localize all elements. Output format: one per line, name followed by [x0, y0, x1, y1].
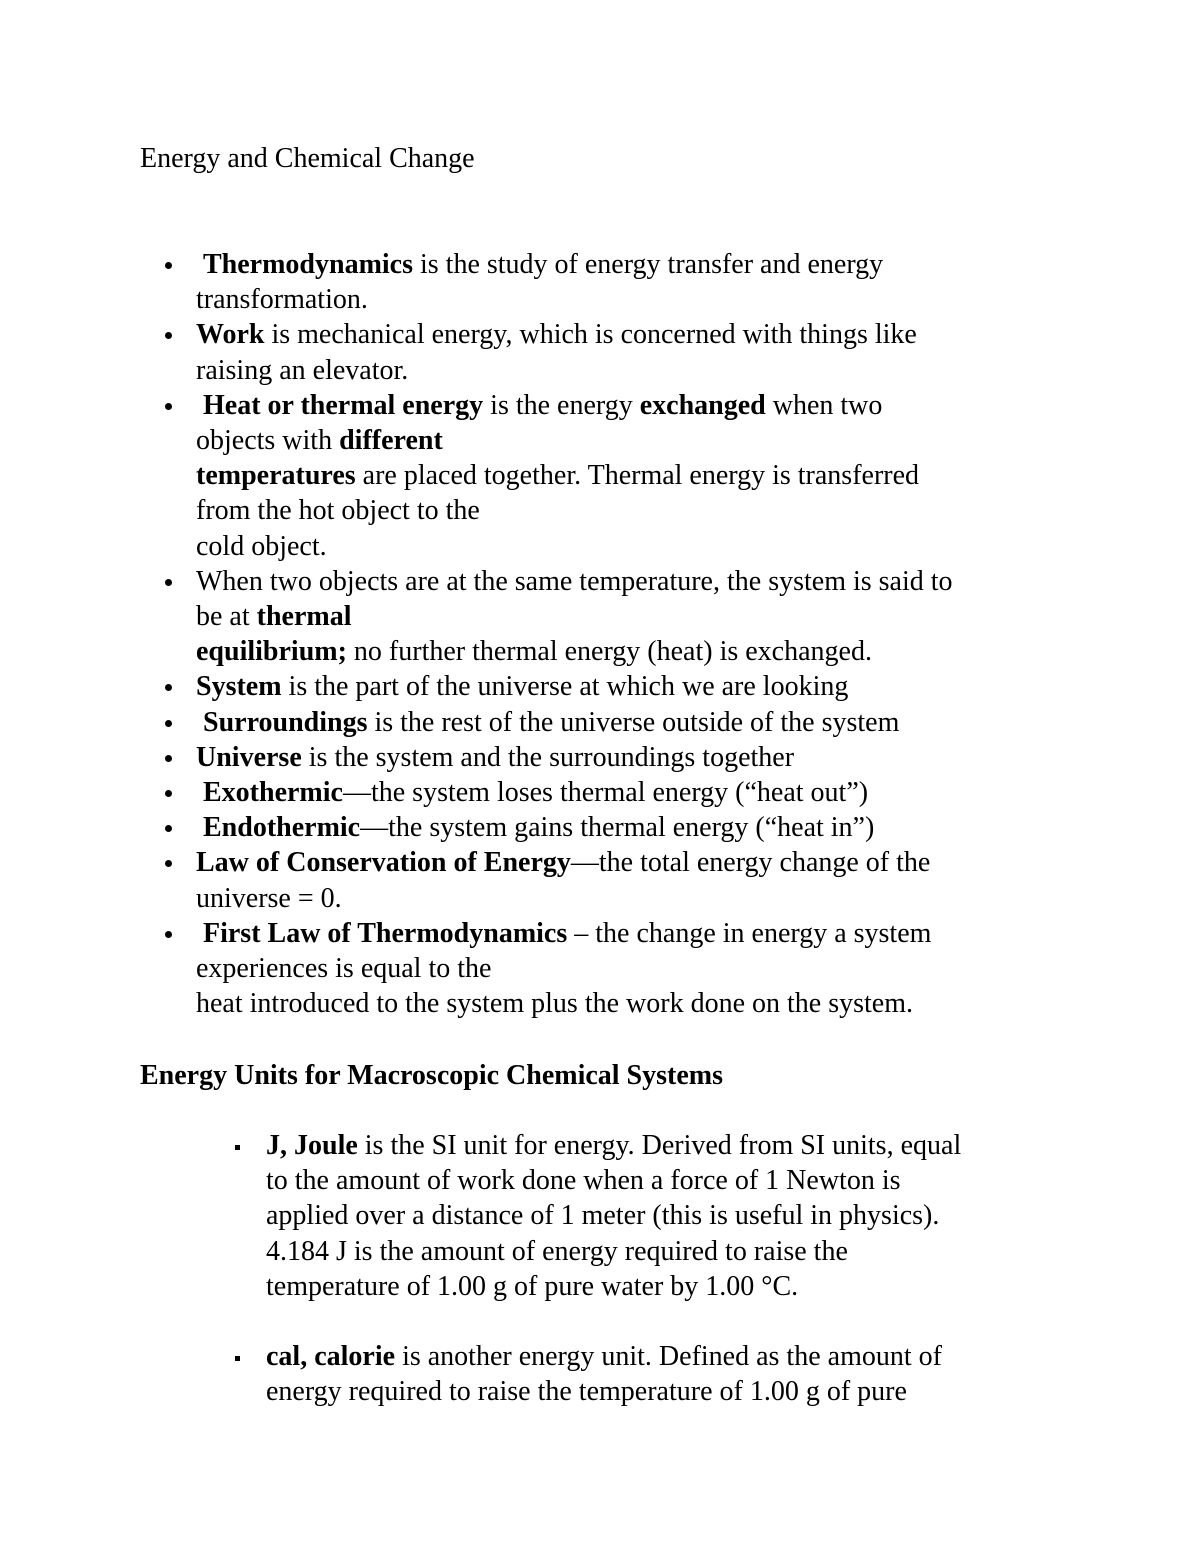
bold-term: Surroundings: [203, 706, 368, 738]
definition-conservation-of-energy: [196, 845, 1076, 915]
bold-term: cal, calorie: [266, 1341, 396, 1373]
text-run: cold object.: [196, 530, 327, 562]
text-line: [196, 986, 1076, 1021]
text-line: [196, 282, 1076, 317]
text-line: [196, 705, 1076, 740]
text-run: applied over a distance of 1 meter (this is useful in physics).: [266, 1200, 940, 1232]
bold-term: Heat or thermal energy: [203, 389, 484, 421]
text-line: [196, 564, 1076, 599]
text-run: raising an elevator.: [196, 354, 409, 386]
definition-surroundings: [196, 705, 1076, 740]
text-run: heat introduced to the system plus the work done on the system.: [196, 988, 913, 1020]
definition-exothermic: [196, 775, 1076, 810]
text-run: is the system and the surroundings together: [301, 741, 795, 773]
text-line: [196, 951, 1076, 986]
text-line: [196, 740, 1076, 775]
unit-calorie: [266, 1339, 1086, 1409]
bold-term: J, Joule: [266, 1130, 358, 1161]
text-run: from the hot object to the: [196, 495, 480, 527]
text-run: [196, 777, 203, 808]
text-line: [196, 247, 1076, 282]
bold-term: thermal: [256, 601, 352, 633]
definition-work: [196, 317, 1076, 387]
definitions-list: [196, 247, 1076, 1021]
bold-term: Universe: [196, 741, 302, 773]
definition-universe: [196, 740, 1076, 775]
text-line: [196, 775, 1076, 810]
text-run: —the system loses thermal energy (“heat out”): [342, 777, 869, 809]
energy-units-list: [266, 1128, 1086, 1409]
document-title: Energy and Chemical Change: [140, 143, 475, 174]
text-run: universe = 0.: [196, 882, 342, 914]
text-run: objects with: [196, 425, 340, 457]
text-run: temperature of 1.00 g of pure water by 1.00 °C.: [266, 1270, 799, 1302]
definition-thermodynamics: [196, 247, 1076, 317]
definition-system: [196, 669, 1076, 704]
text-run: to the amount of work done when a force of 1 Newton is: [266, 1165, 901, 1197]
text-run: When two objects are at the same temperature, the system is said to: [196, 565, 953, 597]
text-run: be at: [196, 601, 257, 633]
bold-term: Endothermic: [203, 812, 361, 844]
text-run: is the part of the universe at which we are looking: [281, 671, 849, 703]
text-line: [196, 353, 1076, 388]
text-run: transformation.: [196, 284, 368, 316]
definition-endothermic: [196, 810, 1076, 845]
text-line: [266, 1339, 1086, 1374]
text-run: experiences is equal to the: [196, 953, 492, 985]
bold-term: Exothermic: [203, 777, 343, 809]
bold-term: exchanged: [639, 389, 766, 421]
text-run: 4.184 J is the amount of energy required to raise the: [266, 1235, 848, 1267]
text-line: [266, 1198, 1086, 1233]
text-run: [196, 812, 203, 843]
text-line: [266, 1234, 1086, 1269]
text-run: [196, 390, 203, 421]
text-run: energy required to raise the temperature of 1.00 g of pure: [266, 1376, 907, 1408]
bold-term: First Law of Thermodynamics: [203, 917, 568, 949]
text-run: is the energy: [483, 389, 640, 421]
definition-thermal-equilibrium: [196, 564, 1076, 670]
text-run: no further thermal energy (heat) is exchanged.: [346, 636, 872, 668]
text-line: [196, 810, 1076, 845]
text-run: is the rest of the universe outside of the system: [367, 706, 900, 738]
text-run: [196, 918, 203, 949]
text-run: when two: [765, 389, 883, 421]
text-run: is the study of energy transfer and energy: [413, 249, 884, 280]
text-line: [196, 881, 1076, 916]
text-run: are placed together. Thermal energy is transferred: [355, 460, 920, 492]
text-run: – the change in energy a system: [567, 917, 932, 949]
definition-first-law: [196, 916, 1076, 1022]
text-line: [196, 599, 1076, 634]
section-heading: Energy Units for Macroscopic Chemical Systems: [140, 1060, 723, 1091]
text-line: [196, 669, 1076, 704]
bold-term: Law of Conservation of Energy: [196, 847, 571, 879]
text-run: [196, 707, 203, 738]
bold-term: Thermodynamics: [203, 249, 413, 280]
text-run: is the SI unit for energy. Derived from SI units, equal: [357, 1130, 962, 1161]
text-run: is mechanical energy, which is concerned with things like: [264, 319, 917, 351]
text-line: [196, 423, 1076, 458]
bold-term: different: [339, 425, 443, 457]
text-run: —the system gains thermal energy (“heat in”): [360, 812, 875, 844]
bold-term: Work: [196, 319, 265, 351]
text-line: [196, 845, 1076, 880]
definition-heat: [196, 388, 1076, 564]
text-run: [196, 249, 203, 280]
unit-joule: [266, 1128, 1086, 1304]
text-line: [266, 1163, 1086, 1198]
text-line: [196, 458, 1076, 493]
text-line: [196, 529, 1076, 564]
bold-term: temperatures: [196, 460, 356, 492]
text-line: [196, 493, 1076, 528]
text-line: [196, 634, 1076, 669]
text-line: [196, 317, 1076, 352]
text-run: —the total energy change of the: [570, 847, 931, 879]
text-line: [196, 388, 1076, 423]
text-line: [196, 916, 1076, 951]
bold-term: System: [196, 671, 282, 703]
text-run: is another energy unit. Defined as the amount of: [395, 1341, 942, 1373]
bold-term: equilibrium;: [196, 636, 347, 668]
text-line: [266, 1374, 1086, 1409]
text-line: [266, 1128, 1086, 1163]
text-line: [266, 1269, 1086, 1304]
